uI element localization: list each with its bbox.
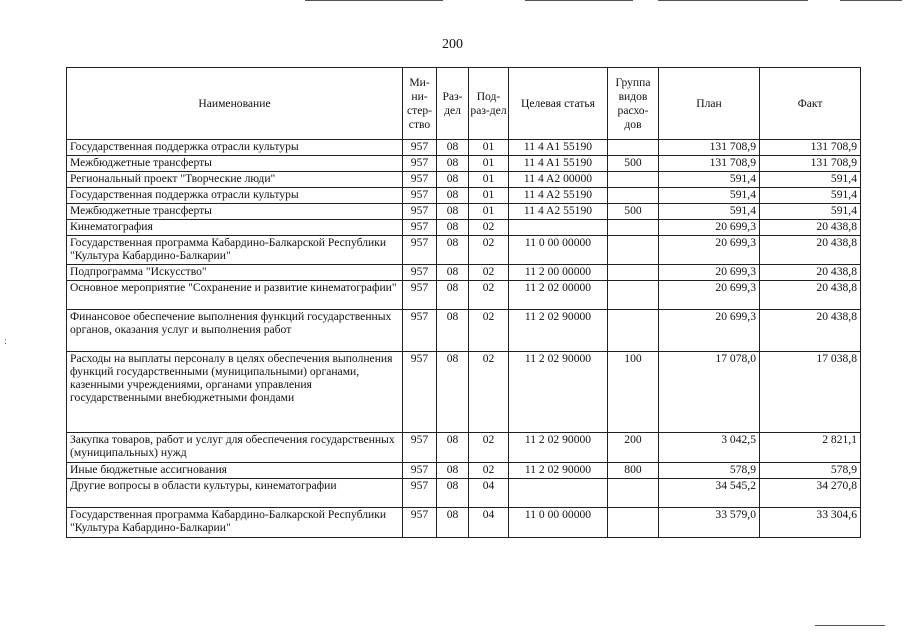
row-target: [509, 479, 608, 508]
row-plan: 20 699,3: [659, 265, 760, 281]
table-row: [67, 172, 861, 188]
row-target: 11 2 02 90000: [509, 310, 608, 352]
table-row: [67, 281, 861, 310]
row-subsection: 04: [469, 479, 509, 508]
table-row: [67, 236, 861, 265]
row-fact: 33 304,6: [760, 508, 861, 538]
row-expense-group: [608, 220, 659, 236]
row-section: 08: [437, 265, 469, 281]
row-target: 11 2 02 90000: [509, 433, 608, 463]
row-fact: 578,9: [760, 463, 861, 479]
row-target: 11 4 A2 55190: [509, 188, 608, 204]
row-ministry: 957: [403, 281, 437, 310]
row-ministry: 957: [403, 463, 437, 479]
page-number: 200: [442, 37, 463, 52]
table-row: [67, 352, 861, 433]
row-expense-group: [608, 281, 659, 310]
row-expense-group: [608, 265, 659, 281]
row-name: Государственная программа Кабардино-Балкарской Республики "Культура Кабардино-Балкарии": [67, 508, 403, 538]
row-expense-group: [608, 310, 659, 352]
table-row: [67, 204, 861, 220]
row-fact: 34 270,8: [760, 479, 861, 508]
row-target: 11 4 A2 00000: [509, 172, 608, 188]
row-ministry: 957: [403, 140, 437, 156]
row-target: 11 0 00 00000: [509, 236, 608, 265]
row-plan: 34 545,2: [659, 479, 760, 508]
scan-edge-line: [525, 0, 633, 1]
row-expense-group: 200: [608, 433, 659, 463]
table-row: [67, 140, 861, 156]
table-row: [67, 310, 861, 352]
row-plan: 3 042,5: [659, 433, 760, 463]
row-target: 11 4 A2 55190: [509, 204, 608, 220]
row-plan: 20 699,3: [659, 310, 760, 352]
row-fact: 20 438,8: [760, 265, 861, 281]
row-section: 08: [437, 433, 469, 463]
row-subsection: 02: [469, 220, 509, 236]
scan-edge-line: [840, 0, 902, 1]
row-fact: 20 438,8: [760, 310, 861, 352]
header-subsection: Под-раз-дел: [469, 68, 509, 140]
table-row: [67, 463, 861, 479]
row-target: 11 0 00 00000: [509, 508, 608, 538]
row-subsection: 01: [469, 188, 509, 204]
row-name: Расходы на выплаты персоналу в целях обеспечения выполнения функций государственными (муниципальными) органами, казенными учреждениями, органами управления государственными внебюджетными фондами: [67, 352, 403, 433]
row-ministry: 957: [403, 433, 437, 463]
row-ministry: 957: [403, 479, 437, 508]
row-expense-group: 500: [608, 204, 659, 220]
row-name: Закупка товаров, работ и услуг для обеспечения государственных (муниципальных) нужд: [67, 433, 403, 463]
row-target: 11 2 02 00000: [509, 281, 608, 310]
row-section: 08: [437, 236, 469, 265]
table-row: [67, 220, 861, 236]
row-ministry: 957: [403, 236, 437, 265]
row-plan: 591,4: [659, 204, 760, 220]
row-plan: 131 708,9: [659, 140, 760, 156]
row-subsection: 02: [469, 463, 509, 479]
row-section: 08: [437, 508, 469, 538]
row-fact: 2 821,1: [760, 433, 861, 463]
row-section: 08: [437, 140, 469, 156]
row-name: Подпрограмма "Искусство": [67, 265, 403, 281]
table-row: [67, 156, 861, 172]
row-subsection: 01: [469, 204, 509, 220]
row-expense-group: [608, 172, 659, 188]
row-name: Государственная поддержка отрасли культуры: [67, 140, 403, 156]
header-ministry: Ми-ни-стер-ство: [403, 68, 437, 140]
row-name: Межбюджетные трансферты: [67, 204, 403, 220]
row-fact: 20 438,8: [760, 236, 861, 265]
row-target: 11 2 02 90000: [509, 463, 608, 479]
row-expense-group: 800: [608, 463, 659, 479]
table-row: [67, 188, 861, 204]
row-section: 08: [437, 156, 469, 172]
row-plan: 20 699,3: [659, 220, 760, 236]
row-plan: 33 579,0: [659, 508, 760, 538]
row-ministry: 957: [403, 508, 437, 538]
row-name: Кинематография: [67, 220, 403, 236]
row-subsection: 01: [469, 140, 509, 156]
row-ministry: 957: [403, 156, 437, 172]
scan-edge-line: [658, 0, 808, 1]
row-subsection: 02: [469, 433, 509, 463]
row-section: 08: [437, 172, 469, 188]
row-fact: 20 438,8: [760, 281, 861, 310]
row-fact: 17 038,8: [760, 352, 861, 433]
table-row: [67, 433, 861, 463]
row-ministry: 957: [403, 220, 437, 236]
row-plan: 578,9: [659, 463, 760, 479]
row-ministry: 957: [403, 352, 437, 433]
table-row: [67, 508, 861, 538]
row-ministry: 957: [403, 310, 437, 352]
row-target: 11 2 00 00000: [509, 265, 608, 281]
row-name: Финансовое обеспечение выполнения функций государственных органов, оказания услуг и выполнения работ: [67, 310, 403, 352]
row-section: 08: [437, 352, 469, 433]
row-subsection: 01: [469, 156, 509, 172]
row-fact: 591,4: [760, 204, 861, 220]
row-ministry: 957: [403, 204, 437, 220]
row-section: 08: [437, 220, 469, 236]
table-row: [67, 479, 861, 508]
row-name: Региональный проект "Творческие люди": [67, 172, 403, 188]
row-name: Государственная поддержка отрасли культуры: [67, 188, 403, 204]
row-subsection: 02: [469, 265, 509, 281]
row-name: Межбюджетные трансферты: [67, 156, 403, 172]
row-section: 08: [437, 188, 469, 204]
row-name: Государственная программа Кабардино-Балкарской Республики "Культура Кабардино-Балкарии": [67, 236, 403, 265]
row-expense-group: 500: [608, 156, 659, 172]
header-name: Наименование: [67, 68, 403, 140]
row-plan: 591,4: [659, 188, 760, 204]
header-target: Целевая статья: [509, 68, 608, 140]
margin-mark: :: [4, 336, 7, 347]
row-fact: 591,4: [760, 172, 861, 188]
row-fact: 131 708,9: [760, 140, 861, 156]
row-expense-group: [608, 188, 659, 204]
row-target: 11 2 02 90000: [509, 352, 608, 433]
row-subsection: 04: [469, 508, 509, 538]
table-row: [67, 265, 861, 281]
row-name: Другие вопросы в области культуры, кинематографии: [67, 479, 403, 508]
row-expense-group: [608, 479, 659, 508]
row-subsection: 02: [469, 352, 509, 433]
row-expense-group: [608, 508, 659, 538]
scan-edge-line: [815, 625, 885, 626]
row-target: [509, 220, 608, 236]
row-section: 08: [437, 479, 469, 508]
row-fact: 20 438,8: [760, 220, 861, 236]
budget-table: [66, 67, 861, 538]
row-plan: 20 699,3: [659, 236, 760, 265]
row-expense-group: [608, 140, 659, 156]
row-plan: 131 708,9: [659, 156, 760, 172]
row-ministry: 957: [403, 188, 437, 204]
row-subsection: 02: [469, 310, 509, 352]
row-plan: 17 078,0: [659, 352, 760, 433]
row-subsection: 02: [469, 281, 509, 310]
row-ministry: 957: [403, 265, 437, 281]
row-subsection: 01: [469, 172, 509, 188]
header-plan: План: [659, 68, 760, 140]
row-name: Основное мероприятие "Сохранение и развитие кинематографии": [67, 281, 403, 310]
row-plan: 20 699,3: [659, 281, 760, 310]
row-plan: 591,4: [659, 172, 760, 188]
scan-edge-line: [305, 0, 443, 1]
row-fact: 591,4: [760, 188, 861, 204]
row-section: 08: [437, 281, 469, 310]
row-expense-group: 100: [608, 352, 659, 433]
row-expense-group: [608, 236, 659, 265]
row-section: 08: [437, 463, 469, 479]
table-header-row: [67, 68, 861, 140]
header-expense-group: Группа видов расхо-дов: [608, 68, 659, 140]
row-target: 11 4 A1 55190: [509, 156, 608, 172]
header-section: Раз-дел: [437, 68, 469, 140]
row-target: 11 4 A1 55190: [509, 140, 608, 156]
row-name: Иные бюджетные ассигнования: [67, 463, 403, 479]
row-section: 08: [437, 204, 469, 220]
row-ministry: 957: [403, 172, 437, 188]
row-section: 08: [437, 310, 469, 352]
row-fact: 131 708,9: [760, 156, 861, 172]
row-subsection: 02: [469, 236, 509, 265]
header-fact: Факт: [760, 68, 861, 140]
